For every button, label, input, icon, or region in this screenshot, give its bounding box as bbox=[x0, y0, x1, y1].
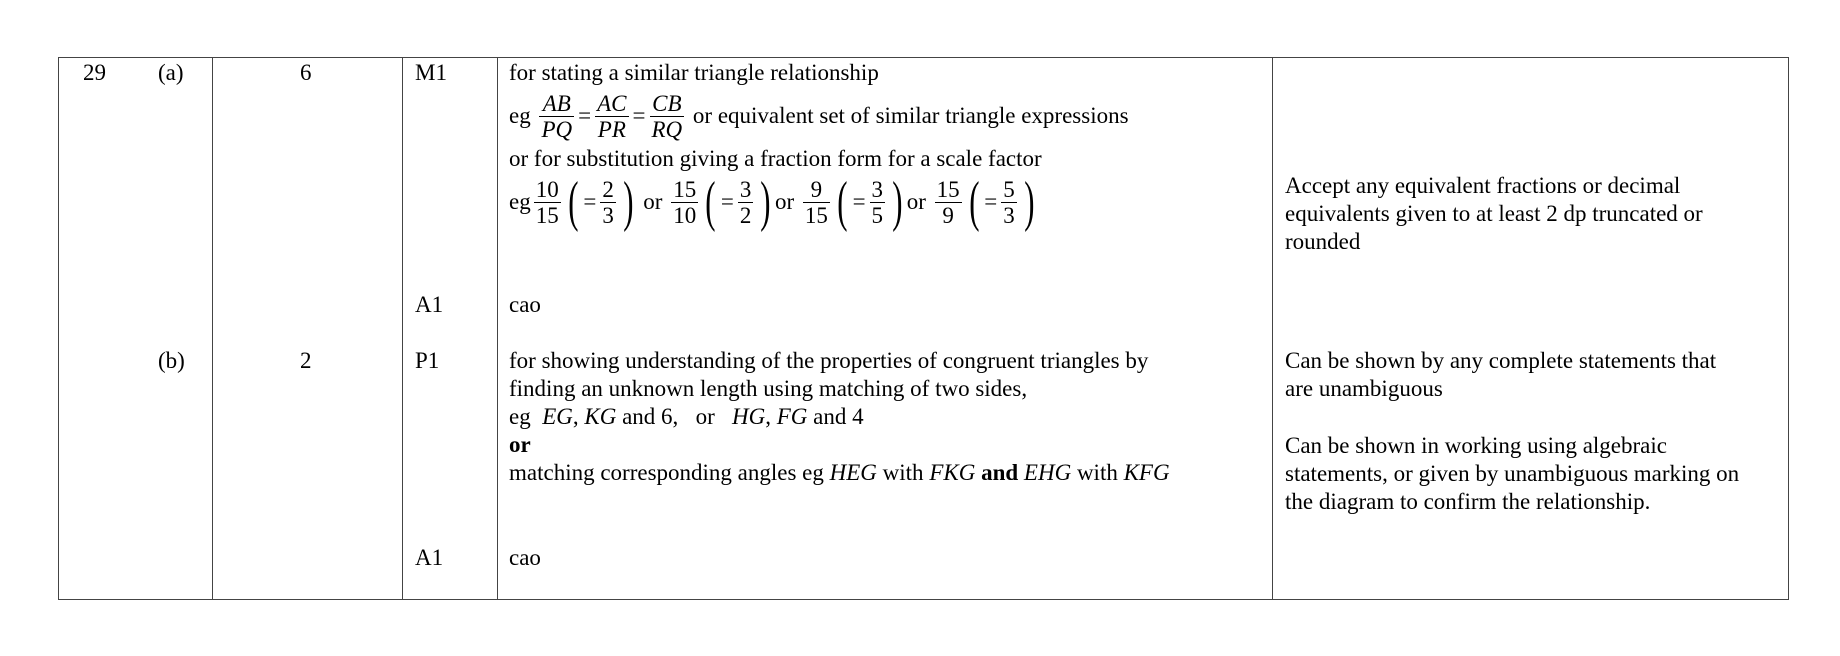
close-paren: ) bbox=[892, 171, 903, 233]
side-label: EG bbox=[542, 404, 573, 429]
p1-line-5: matching corresponding angles eg HEG with FKG and EHG with KFG bbox=[509, 460, 1170, 485]
simplified-fraction: $\frac{3}{5}$ bbox=[871, 176, 884, 228]
mark-code-m1: M1 bbox=[415, 60, 447, 85]
p1-line-4: or bbox=[509, 432, 531, 457]
part-label-b: (b) bbox=[158, 348, 185, 373]
note-line: Can be shown in working using algebraic bbox=[1285, 433, 1667, 458]
angle-label: FKG bbox=[929, 460, 976, 485]
a1-guidance-b: cao bbox=[509, 545, 541, 570]
p1-line-1: for showing understanding of the properties of congruent triangles by bbox=[509, 348, 1149, 373]
column-divider-4 bbox=[1272, 57, 1273, 600]
p1-line-3: eg EG, KG and 6, or HG, FG and 4 bbox=[509, 404, 864, 429]
p1-line-2: finding an unknown length using matching of two sides, bbox=[509, 376, 1028, 401]
ratio-fraction: $\frac{AB}{PQ}$ bbox=[541, 90, 573, 142]
equals-sign: = bbox=[720, 189, 734, 214]
equals-sign: = bbox=[984, 189, 998, 214]
a1-guidance-a: cao bbox=[509, 292, 541, 317]
scale-factor-fraction: $\frac{10}{15}$ bbox=[535, 176, 559, 228]
close-paren: ) bbox=[760, 171, 771, 233]
open-paren: ( bbox=[705, 171, 716, 233]
open-paren: ( bbox=[567, 171, 579, 233]
note-line: statements, or given by unambiguous marking on bbox=[1285, 461, 1740, 486]
mark-code-a1-b: A1 bbox=[415, 545, 444, 570]
side-label: HG bbox=[731, 404, 766, 429]
m1-line-3: or for substitution giving a fraction form for a scale factor bbox=[509, 146, 1042, 171]
equals-sign: = bbox=[852, 189, 866, 214]
note-line: equivalents given to at least 2 dp truncated or bbox=[1285, 201, 1703, 226]
notes-b-1 bbox=[1285, 347, 1716, 403]
eg-label: eg bbox=[509, 189, 531, 214]
simplified-fraction: $\frac{3}{2}$ bbox=[739, 176, 752, 228]
close-paren: ) bbox=[1023, 171, 1035, 233]
notes-a bbox=[1285, 172, 1703, 256]
side-label: FG bbox=[776, 404, 808, 429]
angle-label: KFG bbox=[1123, 460, 1170, 485]
close-paren: ) bbox=[623, 171, 634, 233]
scale-factor-fraction: $\frac{15}{9}$ bbox=[936, 176, 960, 228]
column-divider-3 bbox=[497, 57, 498, 600]
column-divider-2 bbox=[402, 57, 403, 600]
note-line: the diagram to confirm the relationship. bbox=[1285, 489, 1651, 514]
ratio-fraction: $\frac{AC}{PR}$ bbox=[597, 90, 627, 142]
equals-sign: = bbox=[578, 103, 592, 128]
question-number: 29 bbox=[83, 60, 106, 85]
equals-sign: = bbox=[632, 103, 646, 128]
scale-factor-fraction: $\frac{9}{15}$ bbox=[804, 176, 828, 228]
part-label-a: (a) bbox=[158, 60, 184, 85]
m1-guidance bbox=[509, 59, 1129, 231]
mark-code-a1-a: A1 bbox=[415, 292, 444, 317]
m1-line-1: for stating a similar triangle relationship bbox=[509, 60, 879, 85]
mark-total-a: 6 bbox=[300, 60, 312, 85]
simplified-fraction: $\frac{5}{3}$ bbox=[1003, 176, 1015, 228]
eg-label: eg bbox=[509, 103, 531, 128]
note-line: are unambiguous bbox=[1285, 376, 1443, 401]
notes-b-2 bbox=[1285, 432, 1739, 516]
open-paren: ( bbox=[968, 171, 980, 233]
simplified-fraction: $\frac{2}{3}$ bbox=[602, 176, 614, 228]
or-word: or bbox=[643, 189, 663, 214]
similar-triangle-note: or equivalent set of similar triangle expressions bbox=[692, 103, 1129, 128]
angle-label: HEG bbox=[829, 460, 877, 485]
scale-factor-fraction: $\frac{15}{10}$ bbox=[673, 176, 697, 228]
or-word: or bbox=[906, 189, 926, 214]
note-line: Can be shown by any complete statements that bbox=[1285, 348, 1717, 373]
note-line: Accept any equivalent fractions or decimal bbox=[1285, 173, 1681, 198]
mark-total-b: 2 bbox=[300, 348, 312, 373]
m1-line-2 bbox=[509, 87, 1129, 145]
side-label: KG bbox=[584, 404, 617, 429]
note-line: rounded bbox=[1285, 229, 1361, 254]
open-paren: ( bbox=[837, 171, 848, 233]
equals-sign: = bbox=[583, 189, 597, 214]
or-word: or bbox=[774, 189, 795, 214]
m1-line-4 bbox=[509, 173, 1129, 231]
p1-guidance bbox=[509, 347, 1170, 487]
ratio-fraction: $\frac{CB}{RQ}$ bbox=[651, 90, 683, 142]
mark-code-p1: P1 bbox=[415, 348, 440, 373]
angle-label: EHG bbox=[1023, 460, 1072, 485]
column-divider-1 bbox=[212, 57, 213, 600]
